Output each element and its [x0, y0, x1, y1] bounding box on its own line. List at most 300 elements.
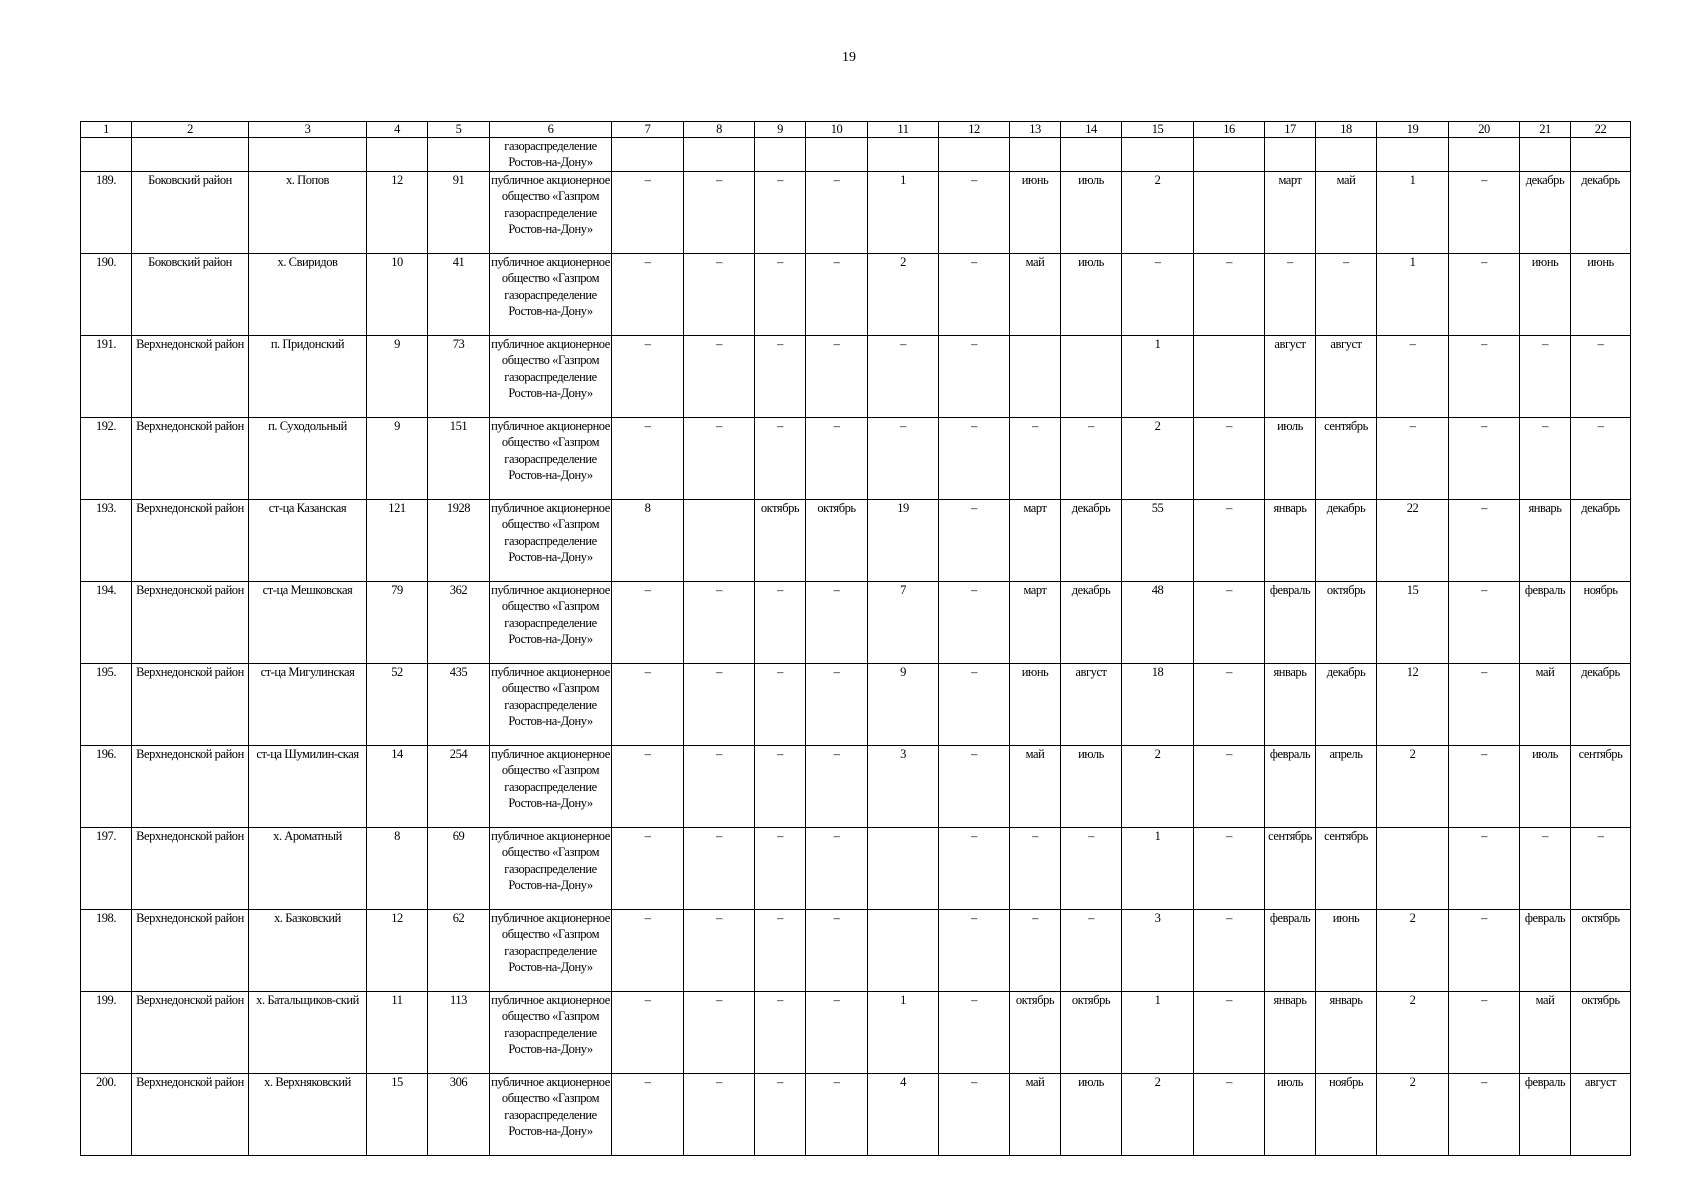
table-cell: февраль: [1265, 910, 1316, 992]
table-cell: 73: [428, 336, 490, 418]
table-cell: –: [684, 1074, 755, 1156]
table-cell: Боковский район: [132, 254, 249, 336]
table-cell: –: [1061, 418, 1122, 500]
table-cell: 254: [428, 746, 490, 828]
table-cell: –: [1571, 336, 1631, 418]
table-cell: 306: [428, 1074, 490, 1156]
table-cell: Верхнедонской район: [132, 664, 249, 746]
table-cell: 62: [428, 910, 490, 992]
table-cell: –: [1010, 910, 1061, 992]
table-cell: –: [1449, 910, 1520, 992]
table-cell: июнь: [1010, 172, 1061, 254]
table-cell: март: [1010, 500, 1061, 582]
table-row: [81, 992, 1631, 1074]
table-cell: –: [1449, 336, 1520, 418]
table-cell: [939, 138, 1010, 172]
table-cell: май: [1010, 1074, 1061, 1156]
table-cell: май: [1316, 172, 1377, 254]
table-cell: –: [1449, 500, 1520, 582]
table-cell: публичное акционерное общество «Газпром газораспределение Ростов-на-Дону»: [490, 992, 612, 1074]
table-cell: сентябрь: [1265, 828, 1316, 910]
table-cell: февраль: [1520, 582, 1571, 664]
table-cell: –: [1520, 336, 1571, 418]
table-cell: –: [939, 828, 1010, 910]
table-row: [81, 746, 1631, 828]
table-cell: декабрь: [1571, 172, 1631, 254]
table-cell: [249, 138, 367, 172]
table-cell: п. Придонский: [249, 336, 367, 418]
table-row: [81, 910, 1631, 992]
data-table: [80, 121, 1631, 1156]
table-cell: –: [806, 746, 868, 828]
table-cell: –: [755, 336, 806, 418]
table-cell: –: [755, 746, 806, 828]
table-cell: 1: [1377, 172, 1449, 254]
table-cell: –: [939, 500, 1010, 582]
table-cell: –: [806, 172, 868, 254]
table-cell: –: [612, 664, 684, 746]
table-cell: 12: [367, 172, 428, 254]
table-cell: 4: [868, 1074, 939, 1156]
table-cell: Боковский район: [132, 172, 249, 254]
table-cell: [1316, 138, 1377, 172]
table-cell: х. Попов: [249, 172, 367, 254]
table-cell: –: [1449, 664, 1520, 746]
table-cell: –: [612, 1074, 684, 1156]
table-cell: –: [806, 336, 868, 418]
table-cell: –: [806, 910, 868, 992]
table-cell: ноябрь: [1316, 1074, 1377, 1156]
table-cell: декабрь: [1520, 172, 1571, 254]
table-cell: 10: [367, 254, 428, 336]
table-cell: [81, 138, 132, 172]
table-cell: –: [612, 418, 684, 500]
table-cell: август: [1265, 336, 1316, 418]
table-cell: п. Суходольный: [249, 418, 367, 500]
table-row: [81, 418, 1631, 500]
table-cell: 190.: [81, 254, 132, 336]
table-cell: х. Батальщиков-ский: [249, 992, 367, 1074]
table-cell: 8: [612, 500, 684, 582]
table-cell: –: [755, 418, 806, 500]
table-cell: публичное акционерное общество «Газпром газораспределение Ростов-на-Дону»: [490, 1074, 612, 1156]
table-cell: [1194, 138, 1265, 172]
table-cell: –: [1061, 828, 1122, 910]
table-cell: –: [1194, 828, 1265, 910]
table-cell: –: [1377, 418, 1449, 500]
table-cell: июнь: [1010, 664, 1061, 746]
table-cell: публичное акционерное общество «Газпром газораспределение Ростов-на-Дону»: [490, 664, 612, 746]
table-cell: [1571, 138, 1631, 172]
table-cell: апрель: [1316, 746, 1377, 828]
table-cell: –: [684, 582, 755, 664]
table-cell: 121: [367, 500, 428, 582]
column-header: 22: [1571, 122, 1631, 138]
table-cell: –: [612, 910, 684, 992]
table-cell: –: [1010, 828, 1061, 910]
table-cell: –: [1194, 500, 1265, 582]
table-cell: [684, 138, 755, 172]
table-cell: [132, 138, 249, 172]
table-row: [81, 1074, 1631, 1156]
table-cell: –: [806, 992, 868, 1074]
table-cell: 2: [1122, 418, 1194, 500]
table-cell: –: [939, 254, 1010, 336]
table-cell: февраль: [1265, 582, 1316, 664]
table-cell: 18: [1122, 664, 1194, 746]
table-cell: ст-ца Казанская: [249, 500, 367, 582]
table-cell: январь: [1265, 500, 1316, 582]
column-header: 1: [81, 122, 132, 138]
table-cell: –: [684, 992, 755, 1074]
table-cell: Верхнедонской район: [132, 992, 249, 1074]
table-cell: 1: [1122, 992, 1194, 1074]
table-cell: –: [612, 336, 684, 418]
table-cell: январь: [1316, 992, 1377, 1074]
table-cell: 199.: [81, 992, 132, 1074]
table-cell: [1061, 336, 1122, 418]
table-cell: 196.: [81, 746, 132, 828]
table-cell: [806, 138, 868, 172]
table-cell: –: [755, 1074, 806, 1156]
table-cell: 7: [868, 582, 939, 664]
table-cell: декабрь: [1061, 582, 1122, 664]
table-cell: 198.: [81, 910, 132, 992]
table-cell: 19: [868, 500, 939, 582]
table-cell: май: [1010, 746, 1061, 828]
table-cell: –: [939, 664, 1010, 746]
table-cell: –: [1571, 828, 1631, 910]
table-cell: –: [1010, 418, 1061, 500]
table-cell: Верхнедонской район: [132, 910, 249, 992]
table-cell: публичное акционерное общество «Газпром газораспределение Ростов-на-Дону»: [490, 500, 612, 582]
table-cell: ноябрь: [1571, 582, 1631, 664]
table-cell: –: [1449, 1074, 1520, 1156]
table-cell: 15: [1377, 582, 1449, 664]
table-cell: –: [684, 418, 755, 500]
table-cell: 11: [367, 992, 428, 1074]
table-cell: –: [1449, 172, 1520, 254]
table-cell: –: [612, 828, 684, 910]
column-header: 14: [1061, 122, 1122, 138]
table-cell: –: [939, 172, 1010, 254]
table-cell: [1449, 138, 1520, 172]
column-header: 5: [428, 122, 490, 138]
table-cell: –: [806, 582, 868, 664]
table-cell: [1122, 138, 1194, 172]
table-cell: [1194, 172, 1265, 254]
table-cell: 197.: [81, 828, 132, 910]
table-cell: январь: [1265, 992, 1316, 1074]
column-header: 21: [1520, 122, 1571, 138]
table-cell: октябрь: [1571, 992, 1631, 1074]
table-cell: 9: [367, 336, 428, 418]
table-cell: 14: [367, 746, 428, 828]
table-cell: –: [1061, 910, 1122, 992]
table-cell: ст-ца Мешковская: [249, 582, 367, 664]
table-cell: июль: [1265, 1074, 1316, 1156]
table-cell: январь: [1520, 500, 1571, 582]
table-cell: март: [1010, 582, 1061, 664]
table-cell: октябрь: [1061, 992, 1122, 1074]
table-cell: [1265, 138, 1316, 172]
table-cell: 2: [1377, 746, 1449, 828]
table-cell: Верхнедонской район: [132, 746, 249, 828]
table-cell: 12: [1377, 664, 1449, 746]
table-cell: июль: [1520, 746, 1571, 828]
table-cell: [428, 138, 490, 172]
table-cell: –: [1449, 992, 1520, 1074]
table-cell: [684, 500, 755, 582]
table-cell: июнь: [1571, 254, 1631, 336]
table-row: [81, 172, 1631, 254]
table-cell: –: [1194, 746, 1265, 828]
table-cell: публичное акционерное общество «Газпром газораспределение Ростов-на-Дону»: [490, 746, 612, 828]
table-cell: –: [1194, 254, 1265, 336]
table-cell: декабрь: [1316, 500, 1377, 582]
header-row: [81, 122, 1631, 138]
table-row: [81, 336, 1631, 418]
table-cell: –: [806, 664, 868, 746]
table-cell: –: [806, 254, 868, 336]
table-cell: май: [1520, 664, 1571, 746]
table-cell: 2: [1377, 910, 1449, 992]
table-cell: –: [939, 336, 1010, 418]
table-cell: –: [1520, 828, 1571, 910]
table-row-continuation: [81, 138, 1631, 172]
table-cell: публичное акционерное общество «Газпром газораспределение Ростов-на-Дону»: [490, 172, 612, 254]
table-cell: 192.: [81, 418, 132, 500]
table-cell: 200.: [81, 1074, 132, 1156]
table-cell: –: [1449, 828, 1520, 910]
column-header: 10: [806, 122, 868, 138]
column-header: 9: [755, 122, 806, 138]
table-cell: 8: [367, 828, 428, 910]
column-header: 8: [684, 122, 755, 138]
table-cell: июль: [1061, 1074, 1122, 1156]
table-cell: –: [1122, 254, 1194, 336]
table-cell: 69: [428, 828, 490, 910]
table-cell: февраль: [1265, 746, 1316, 828]
table-cell: –: [1449, 254, 1520, 336]
table-cell: –: [806, 418, 868, 500]
table-cell: [1061, 138, 1122, 172]
table-cell: –: [684, 254, 755, 336]
table-cell: [367, 138, 428, 172]
table-cell: октябрь: [1316, 582, 1377, 664]
table-cell: сентябрь: [1316, 418, 1377, 500]
table-cell: [1520, 138, 1571, 172]
table-cell: –: [1449, 746, 1520, 828]
column-header: 3: [249, 122, 367, 138]
table-cell: Верхнедонской район: [132, 418, 249, 500]
table-cell: 1: [1122, 336, 1194, 418]
table-cell: –: [868, 418, 939, 500]
table-cell: публичное акционерное общество «Газпром газораспределение Ростов-на-Дону»: [490, 418, 612, 500]
column-header: 13: [1010, 122, 1061, 138]
table-cell: 189.: [81, 172, 132, 254]
table-cell: –: [1449, 418, 1520, 500]
table-cell: [868, 910, 939, 992]
table-cell: –: [755, 254, 806, 336]
table-cell: [612, 138, 684, 172]
column-header: 4: [367, 122, 428, 138]
table-cell: –: [755, 582, 806, 664]
table-row: [81, 582, 1631, 664]
table-cell: [1194, 336, 1265, 418]
table-cell: –: [939, 910, 1010, 992]
table-cell: декабрь: [1316, 664, 1377, 746]
table-cell: –: [1316, 254, 1377, 336]
table-cell: ст-ца Мигулинская: [249, 664, 367, 746]
table-cell: –: [1194, 992, 1265, 1074]
table-cell: [868, 138, 939, 172]
table-cell: публичное акционерное общество «Газпром газораспределение Ростов-на-Дону»: [490, 828, 612, 910]
table-row: [81, 254, 1631, 336]
table-cell: июль: [1265, 418, 1316, 500]
table-cell: 12: [367, 910, 428, 992]
table-cell: 1: [1377, 254, 1449, 336]
table-cell: декабрь: [1061, 500, 1122, 582]
table-cell: август: [1571, 1074, 1631, 1156]
table-cell: 2: [1122, 172, 1194, 254]
table-cell: 191.: [81, 336, 132, 418]
table-cell: 48: [1122, 582, 1194, 664]
table-cell: –: [939, 992, 1010, 1074]
table-cell: декабрь: [1571, 500, 1631, 582]
table-cell: 9: [367, 418, 428, 500]
table-cell: –: [612, 746, 684, 828]
table-cell: 2: [1377, 1074, 1449, 1156]
table-cell: 1: [1122, 828, 1194, 910]
table-cell: май: [1010, 254, 1061, 336]
table-cell: –: [755, 172, 806, 254]
table-cell: 22: [1377, 500, 1449, 582]
table-cell: –: [684, 172, 755, 254]
table-cell: 195.: [81, 664, 132, 746]
table-cell: –: [612, 992, 684, 1074]
table-cell: –: [939, 418, 1010, 500]
page-number: 19: [842, 50, 856, 65]
table-cell: 151: [428, 418, 490, 500]
table-cell: –: [1265, 254, 1316, 336]
table-cell: –: [1194, 664, 1265, 746]
table-cell: [1010, 138, 1061, 172]
table-cell: –: [684, 336, 755, 418]
table-cell: –: [939, 1074, 1010, 1156]
table-cell: [755, 138, 806, 172]
table-body: [81, 138, 1631, 1156]
table-cell: –: [755, 828, 806, 910]
table-cell: 2: [1377, 992, 1449, 1074]
table-cell: 3: [868, 746, 939, 828]
table-cell: –: [1520, 418, 1571, 500]
table-cell: публичное акционерное общество «Газпром газораспределение Ростов-на-Дону»: [490, 582, 612, 664]
table-cell: июнь: [1520, 254, 1571, 336]
table-cell: 91: [428, 172, 490, 254]
table-cell: –: [806, 1074, 868, 1156]
table-cell: Верхнедонской район: [132, 828, 249, 910]
table-cell: [1010, 336, 1061, 418]
table-cell: 3: [1122, 910, 1194, 992]
table-cell: х. Верхняковский: [249, 1074, 367, 1156]
table-cell: –: [1194, 582, 1265, 664]
table-cell: –: [1571, 418, 1631, 500]
column-header: 11: [868, 122, 939, 138]
table-cell: Верхнедонской район: [132, 1074, 249, 1156]
table-cell: 9: [868, 664, 939, 746]
table-cell: октябрь: [1571, 910, 1631, 992]
table-cell: октябрь: [1010, 992, 1061, 1074]
table-cell: 113: [428, 992, 490, 1074]
table-cell: октябрь: [755, 500, 806, 582]
table-cell: –: [1194, 418, 1265, 500]
table-cell: –: [939, 582, 1010, 664]
table-cell: 1: [868, 172, 939, 254]
table-cell: газораспределение Ростов-на-Дону»: [490, 138, 612, 172]
table-cell: –: [612, 254, 684, 336]
table-cell: январь: [1265, 664, 1316, 746]
table-cell: Верхнедонской район: [132, 582, 249, 664]
table-cell: август: [1061, 664, 1122, 746]
column-header: 17: [1265, 122, 1316, 138]
column-header: 15: [1122, 122, 1194, 138]
table-cell: сентябрь: [1316, 828, 1377, 910]
table-row: [81, 500, 1631, 582]
table-cell: 194.: [81, 582, 132, 664]
table-cell: март: [1265, 172, 1316, 254]
table-cell: 55: [1122, 500, 1194, 582]
table-cell: февраль: [1520, 910, 1571, 992]
table-cell: –: [684, 664, 755, 746]
table-cell: февраль: [1520, 1074, 1571, 1156]
table-cell: 52: [367, 664, 428, 746]
table-row: [81, 664, 1631, 746]
table-cell: публичное акционерное общество «Газпром газораспределение Ростов-на-Дону»: [490, 910, 612, 992]
column-header: 12: [939, 122, 1010, 138]
table-cell: [1377, 138, 1449, 172]
table-cell: сентябрь: [1571, 746, 1631, 828]
table-cell: публичное акционерное общество «Газпром газораспределение Ростов-на-Дону»: [490, 254, 612, 336]
table-cell: –: [612, 172, 684, 254]
table-cell: –: [684, 910, 755, 992]
column-header: 20: [1449, 122, 1520, 138]
table-cell: –: [868, 336, 939, 418]
table-cell: –: [1194, 910, 1265, 992]
table-cell: июнь: [1316, 910, 1377, 992]
table-cell: октябрь: [806, 500, 868, 582]
table-cell: 193.: [81, 500, 132, 582]
table-cell: 2: [868, 254, 939, 336]
column-header: 2: [132, 122, 249, 138]
column-header: 18: [1316, 122, 1377, 138]
table-cell: –: [939, 746, 1010, 828]
table-cell: х. Свиридов: [249, 254, 367, 336]
column-header: 16: [1194, 122, 1265, 138]
table-cell: –: [755, 910, 806, 992]
table-cell: [1377, 828, 1449, 910]
table-cell: х. Ароматный: [249, 828, 367, 910]
table-cell: 2: [1122, 746, 1194, 828]
table-cell: –: [755, 664, 806, 746]
table-cell: [868, 828, 939, 910]
table-cell: Верхнедонской район: [132, 336, 249, 418]
table-cell: июль: [1061, 746, 1122, 828]
table-cell: 15: [367, 1074, 428, 1156]
table-cell: декабрь: [1571, 664, 1631, 746]
table-cell: публичное акционерное общество «Газпром газораспределение Ростов-на-Дону»: [490, 336, 612, 418]
table-cell: июль: [1061, 254, 1122, 336]
